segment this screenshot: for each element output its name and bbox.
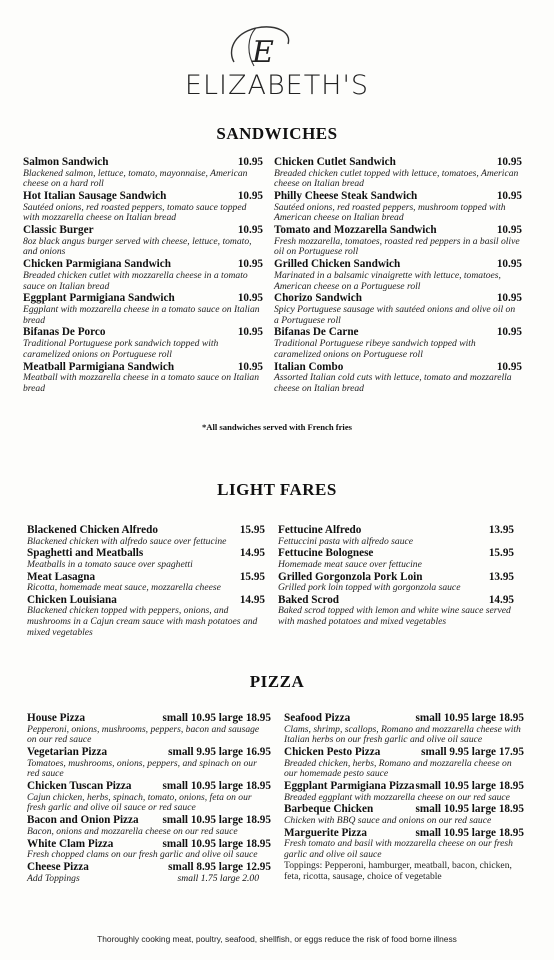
item-price: small 10.95 large 18.95 — [415, 712, 524, 724]
sandwiches-note: *All sandwiches served with French fries — [202, 422, 352, 432]
item-price: 10.95 — [237, 292, 263, 305]
item-name: House Pizza — [27, 712, 86, 724]
menu-item — [274, 258, 522, 292]
item-name: Seafood Pizza — [284, 712, 351, 724]
menu-item — [284, 712, 524, 746]
item-name: Eggplant Parmigiana Pizza — [284, 780, 415, 793]
item-desc: Blackened chicken topped with peppers, onions, and mushrooms in a Cajun cream sauce with mash potatoes and mixed vegetables — [27, 605, 258, 638]
item-price: 10.95 — [237, 326, 263, 339]
item-desc: Blackened salmon, lettuce, tomato, mayonnaise, American cheese on a hard roll — [23, 167, 248, 190]
item-desc: Fresh chopped clams on our fresh garlic and olive oil sauce — [27, 849, 258, 861]
item-name: Tomato and Mozzarella Sandwich — [274, 224, 437, 237]
item-name: Meatball Parmigiana Sandwich — [23, 360, 175, 373]
item-desc: Spicy Portuguese sausage with sautéed onions and olive oil on a Portuguese roll — [274, 303, 516, 326]
item-name: Salmon Sandwich — [23, 156, 109, 168]
item-desc: Breaded chicken, herbs, Romano and mozzarella cheese on our homemade pesto sauce — [284, 757, 512, 780]
item-name: Fettucine Bolognese — [278, 547, 374, 560]
item-price: small 8.95 large 12.95 — [168, 860, 271, 873]
light-fares-title: LIGHT FARES — [217, 480, 337, 499]
menu-item — [27, 861, 271, 885]
item-price: 10.95 — [237, 156, 263, 168]
item-name: Classic Burger — [23, 224, 94, 237]
menu-item — [23, 156, 263, 190]
menu-item — [27, 594, 265, 639]
item-desc: Cajun chicken, herbs, spinach, tomato, onions, feta on our fresh garlic and olive oil sauce or red sauce — [27, 791, 252, 814]
food-safety-footer: Thoroughly cooking meat, poultry, seafood, shellfish, or eggs reduce the risk of food borne illness — [97, 934, 457, 944]
elizabeths-monogram-icon — [226, 22, 296, 70]
menu-item — [23, 224, 263, 258]
item-name: Hot Italian Sausage Sandwich — [23, 190, 167, 203]
item-desc: Eggplant with mozzarella cheese in a tomato sauce on Italian bread — [23, 303, 260, 326]
pizza-title: PIZZA — [249, 672, 305, 691]
item-price: 13.95 — [488, 524, 514, 536]
menu-item — [274, 224, 522, 258]
menu-item — [284, 746, 524, 780]
item-desc: Traditional Portuguese ribeye sandwich topped with caramelized onions on Portuguese roll — [274, 337, 476, 360]
item-name: Philly Cheese Steak Sandwich — [274, 190, 418, 203]
item-name: Chicken Parmigiana Sandwich — [23, 258, 171, 271]
menu-item — [23, 326, 263, 360]
item-name: Fettucine Alfredo — [278, 524, 362, 536]
item-desc: Sautéed onions, red roasted peppers, tomato sauce topped with mozzarella cheese on Italian bread — [23, 201, 247, 224]
item-desc: Clams, shrimp, scallops, Romano and mozzarella cheese with Italian herbs on our fresh garlic and olive oil sauce — [284, 723, 521, 746]
item-desc: Meatball with mozzarella cheese in a tomato sauce on Italian bread — [23, 372, 259, 394]
item-name: Cheese Pizza — [27, 860, 89, 873]
item-price: small 10.95 large 18.95 — [415, 826, 524, 839]
menu-item — [278, 594, 514, 628]
menu-item — [23, 258, 263, 292]
pizza-left-column — [27, 712, 271, 885]
toppings-price: small 1.75 large 2.00 — [177, 873, 259, 885]
item-price: 10.95 — [496, 156, 522, 168]
item-price: small 10.95 large 18.95 — [415, 780, 524, 793]
item-name: Bifanas De Carne — [274, 326, 359, 339]
item-name: Meat Lasagna — [27, 570, 96, 583]
item-name: Spaghetti and Meatballs — [27, 547, 144, 560]
item-desc: Fresh mozzarella, tomatoes, roasted red peppers in a basil olive oil on Portuguese roll — [274, 235, 520, 258]
menu-item — [23, 292, 263, 326]
menu-item — [274, 292, 522, 326]
item-name: Blackened Chicken Alfredo — [27, 524, 158, 536]
logo — [0, 0, 554, 110]
item-price: small 9.95 large 17.95 — [421, 746, 524, 759]
item-desc: Bacon, onions and mozzarella cheese on our red sauce — [27, 825, 238, 837]
item-name: Grilled Chicken Sandwich — [274, 258, 401, 271]
item-price: small 10.95 large 18.95 — [162, 712, 271, 724]
item-name: Marguerite Pizza — [284, 826, 367, 839]
item-price: small 10.95 large 18.95 — [162, 780, 271, 793]
menu-item — [23, 190, 263, 224]
item-desc: Traditional Portuguese pork sandwich topped with caramelized onions on Portuguese roll — [23, 337, 219, 360]
item-price: 10.95 — [237, 360, 263, 373]
menu-item — [274, 326, 522, 360]
item-desc: 8oz black angus burger served with cheese, lettuce, tomato, and onions — [23, 235, 252, 258]
item-name: Italian Combo — [274, 360, 344, 373]
item-name: Chicken Louisiana — [27, 593, 117, 606]
svg-text:E: E — [252, 35, 274, 70]
menu-item — [284, 780, 524, 803]
item-price: 15.95 — [239, 570, 265, 583]
item-price: 10.95 — [496, 224, 522, 237]
item-price: 10.95 — [237, 258, 263, 271]
sandwiches-right-column — [274, 156, 522, 395]
item-name: Chorizo Sandwich — [274, 292, 362, 305]
item-name: Eggplant Parmigiana Sandwich — [23, 292, 175, 305]
item-price: 14.95 — [488, 593, 514, 606]
menu-item — [284, 803, 524, 826]
item-desc: Assorted Italian cold cuts with lettuce, tomato and mozzarella cheese on Italian bread — [274, 372, 512, 394]
menu-item — [27, 814, 271, 837]
item-desc: Add Toppings — [27, 873, 80, 885]
pizza-right-column — [284, 712, 524, 882]
item-desc: Breaded chicken cutlet with mozzarella cheese in a tomato sauce on Italian bread — [23, 269, 248, 292]
item-price: small 9.95 large 16.95 — [168, 746, 271, 759]
sandwiches-title: SANDWICHES — [216, 124, 338, 143]
menu-item — [27, 780, 271, 814]
item-desc: Chicken with BBQ sauce and onions on our red sauce — [284, 814, 492, 826]
item-price: 15.95 — [239, 524, 265, 536]
item-price: 10.95 — [496, 292, 522, 305]
item-price: 10.95 — [496, 326, 522, 339]
item-desc: Sautéed onions, red roasted peppers, mushroom topped with American cheese on Italian bread — [274, 201, 506, 224]
menu-item — [27, 571, 265, 594]
sandwiches-left-column — [23, 156, 263, 395]
menu-item — [274, 190, 522, 224]
menu-item — [23, 361, 263, 395]
item-desc: Breaded eggplant with mozzarella cheese on our red sauce — [284, 791, 510, 803]
item-price: 10.95 — [496, 258, 522, 271]
item-name: White Clam Pizza — [27, 837, 114, 850]
item-price: small 10.95 large 18.95 — [162, 814, 271, 827]
item-price: 14.95 — [239, 547, 265, 560]
menu-item — [27, 524, 265, 547]
item-price: 10.95 — [496, 360, 522, 373]
item-desc: Meatballs in a tomato sauce over spaghetti — [27, 558, 193, 570]
menu-item — [278, 547, 514, 570]
toppings-list: Toppings: Pepperoni, hamburger, meatball, bacon, chicken, feta, ricotta, sausage, choice of vegetable — [284, 859, 512, 882]
light-fares-right-column — [278, 524, 514, 628]
item-desc: Homemade meat sauce over fettucine — [278, 558, 422, 570]
item-name: Baked Scrod — [278, 593, 340, 606]
item-name: Bacon and Onion Pizza — [27, 814, 139, 827]
item-price: 10.95 — [237, 224, 263, 237]
item-desc: Blackened chicken with alfredo sauce over fettucine — [27, 535, 227, 547]
item-desc: Ricotta, homemade meat sauce, mozzarella cheese — [27, 582, 221, 594]
item-name: Bifanas De Porco — [23, 326, 106, 339]
item-price: 13.95 — [488, 570, 514, 583]
item-name: Barbeque Chicken — [284, 803, 374, 816]
menu-item — [278, 524, 514, 547]
item-price: 10.95 — [496, 190, 522, 203]
item-desc: Breaded chicken cutlet topped with lettuce, tomatoes, American cheese on Italian bread — [274, 167, 519, 190]
menu-item — [27, 547, 265, 570]
item-desc: Grilled pork loin topped with gorgonzola sauce — [278, 582, 461, 594]
item-name: Chicken Cutlet Sandwich — [274, 156, 396, 168]
item-price: 14.95 — [239, 593, 265, 606]
item-name: Grilled Gorgonzola Pork Loin — [278, 570, 423, 583]
menu-item — [274, 156, 522, 190]
item-name: Chicken Tuscan Pizza — [27, 780, 132, 793]
item-name: Vegetarian Pizza — [27, 746, 108, 759]
brand-name: ELIZABETH'S — [184, 70, 370, 101]
menu-item — [284, 827, 524, 861]
item-desc: Baked scrod topped with lemon and white wine sauce served with mashed potatoes and mixed vegetables — [278, 605, 511, 628]
menu-item — [274, 361, 522, 395]
item-desc: Pepperoni, onions, mushrooms, peppers, bacon and sausage on our red sauce — [27, 723, 260, 746]
item-price: 15.95 — [488, 547, 514, 560]
menu-item — [27, 838, 271, 861]
item-price: small 10.95 large 18.95 — [415, 803, 524, 816]
menu-item — [27, 712, 271, 746]
item-price: 10.95 — [237, 190, 263, 203]
item-price: small 10.95 large 18.95 — [162, 837, 271, 850]
item-desc: Marinated in a balsamic vinaigrette with lettuce, tomatoes, American cheese on a Portuguese roll — [274, 269, 501, 292]
light-fares-left-column — [27, 524, 265, 639]
item-desc: Tomatoes, mushrooms, onions, peppers, and spinach on our red sauce — [27, 757, 257, 780]
item-name: Chicken Pesto Pizza — [284, 746, 381, 759]
menu-item — [278, 571, 514, 594]
item-desc: Fettuccini pasta with alfredo sauce — [278, 535, 414, 547]
item-desc: Fresh tomato and basil with mozzarella cheese on our fresh garlic and olive oil sauce — [284, 838, 513, 861]
menu-item — [27, 746, 271, 780]
